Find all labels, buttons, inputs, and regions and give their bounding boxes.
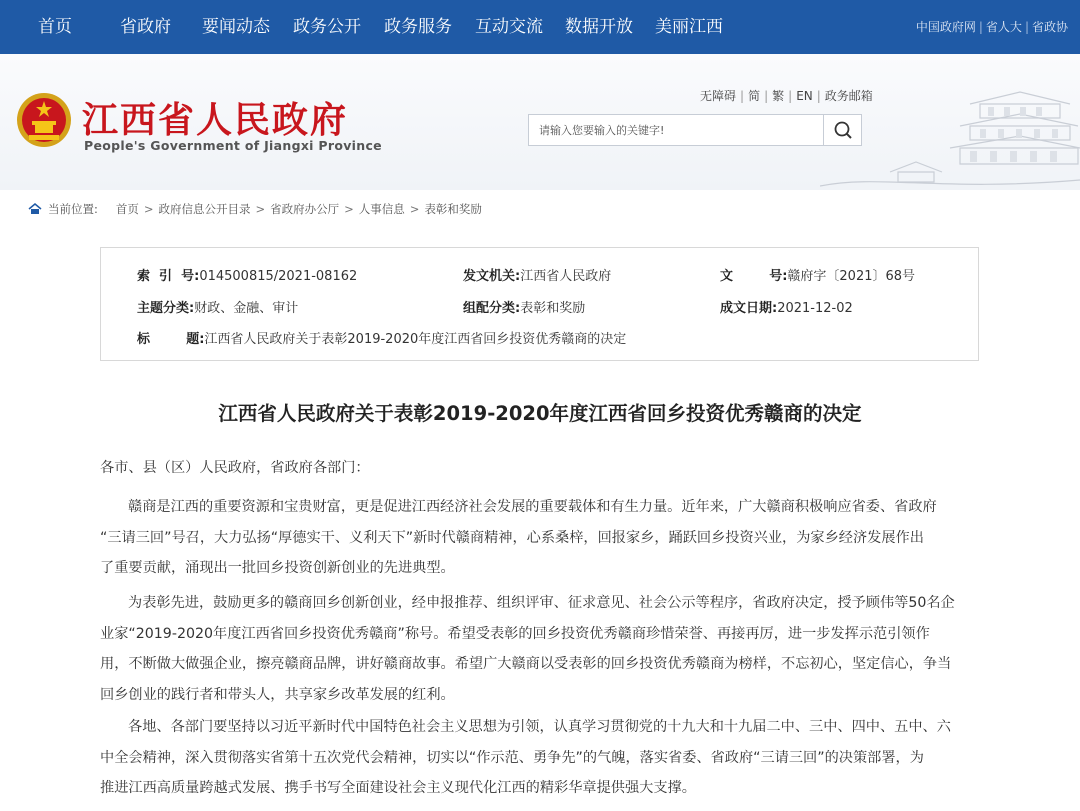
issuing-authority-label: 发文机关: (463, 269, 521, 284)
index-number-label: 索 引 号: (137, 269, 200, 284)
document-number-value: 赣府字〔2021〕68号 (787, 269, 916, 284)
national-emblem-icon (16, 92, 72, 148)
assembly-category-value: 表彰和奖励 (520, 301, 586, 316)
paragraph-line: 推进江西高质量跨越式发展、携手书写全面建设社会主义现代化江西的精彩华章提供强大支撑。 (100, 780, 696, 796)
assembly-category-label: 组配分类: (463, 301, 521, 316)
nav-open-data[interactable]: 数据开放 (565, 17, 633, 37)
topic-category-row (137, 297, 298, 316)
paragraph-line: 业家“2019-2020年度江西省回乡投资优秀赣商”称号。希望受表彰的回乡投资优秀赣商珍惜荣誉、再接再厉，进一步发挥示范引领作 (100, 625, 930, 642)
breadcrumb-home[interactable]: 首页 (115, 202, 139, 216)
document-title-row (137, 328, 626, 347)
external-links (916, 0, 1068, 54)
link-separator: | (1024, 20, 1029, 34)
link-separator: | (978, 20, 983, 34)
document-number-label: 文 号: (720, 269, 788, 284)
nav-home[interactable]: 首页 (38, 17, 72, 37)
article-title: 江西省人民政府关于表彰2019-2020年度江西省回乡投资优秀赣商的决定 (218, 402, 862, 425)
paragraph-line: 用，不断做大做强企业，擦亮赣商品牌，讲好赣商故事。希望广大赣商以受表彰的回乡投资优秀赣商为榜样，不忘初心，坚定信心，争当 (100, 656, 952, 672)
search-box (528, 114, 862, 146)
article-paragraph-2 (100, 588, 980, 710)
paragraph-line: 回乡创业的践行者和带头人，共享家乡改革发展的红利。 (100, 686, 455, 703)
breadcrumb-label: 当前位置: (48, 202, 98, 216)
site-header (0, 54, 1080, 190)
index-number-value: 014500815/2021-08162 (199, 269, 358, 284)
site-title[interactable]: 江西省人民政府 (82, 99, 349, 141)
home-icon (28, 203, 42, 215)
government-mail-link[interactable]: 政务邮箱 (824, 89, 873, 103)
search-input[interactable] (529, 115, 825, 145)
breadcrumb-separator: > (409, 202, 420, 216)
paragraph-line: 了重要贡献，涌现出一批回乡投资创新创业的先进典型。 (100, 560, 455, 576)
link-provincial-cppcc[interactable]: 省政协 (1031, 20, 1068, 34)
site-subtitle: People's Government of Jiangxi Province (84, 138, 382, 153)
document-metadata-box (100, 247, 979, 361)
paragraph-line: 赣商是江西的重要资源和宝贵财富，更是促进江西经济社会发展的重要载体和有生力量。近年来，广大赣商积极响应省委、省政府 (128, 499, 937, 515)
english-link[interactable]: EN (796, 89, 813, 103)
traditional-link[interactable]: 繁 (772, 89, 785, 103)
breadcrumb-gov-info-catalog[interactable]: 政府信息公开目录 (158, 202, 251, 216)
link-provincial-congress[interactable]: 省人大 (985, 20, 1022, 34)
util-separator: | (764, 89, 769, 103)
breadcrumb (28, 201, 482, 217)
simplified-link[interactable]: 简 (748, 89, 761, 103)
nav-government-affairs-open[interactable]: 政务公开 (293, 17, 361, 37)
util-separator: | (788, 89, 793, 103)
accessibility-link[interactable]: 无障碍 (700, 89, 737, 103)
paragraph-line: 为表彰先进，鼓励更多的赣商回乡创新创业，经申报推荐、组织评审、征求意见、社会公示等程序，省政府决定，授予顾伟等50名企 (128, 595, 955, 611)
breadcrumb-commendations[interactable]: 表彰和奖励 (424, 202, 482, 216)
util-separator: | (740, 89, 745, 103)
breadcrumb-separator: > (344, 202, 354, 216)
document-title-label: 标 题: (137, 332, 205, 347)
nav-beautiful-jiangxi[interactable]: 美丽江西 (655, 17, 723, 37)
topic-category-value: 财政、金融、审计 (194, 301, 299, 316)
article-paragraph-3 (100, 712, 980, 804)
issuing-authority-value: 江西省人民政府 (520, 269, 612, 284)
breadcrumb-separator: > (255, 202, 266, 216)
article-salutation: 各市、县（区）人民政府，省政府各部门： (100, 460, 370, 476)
paragraph-line: 各地、各部门要坚持以习近平新时代中国特色社会主义思想为引领，认真学习贯彻党的十九大和十九届二中、三中、四中、五中、六 (128, 719, 951, 735)
top-navigation-bar (0, 0, 1080, 54)
tengwang-pavilion-illustration-icon (820, 74, 1080, 190)
nav-provincial-government[interactable]: 省政府 (120, 17, 171, 37)
assembly-category-row (463, 297, 585, 316)
breadcrumb-separator: > (143, 202, 154, 216)
article-paragraph-1 (100, 492, 980, 584)
topic-category-label: 主题分类: (137, 301, 195, 316)
document-title-value: 江西省人民政府关于表彰2019-2020年度江西省回乡投资优秀赣商的决定 (204, 332, 627, 347)
nav-news[interactable]: 要闻动态 (202, 17, 270, 37)
breadcrumb-personnel-info[interactable]: 人事信息 (358, 202, 405, 216)
nav-interaction[interactable]: 互动交流 (475, 17, 543, 37)
written-date-value: 2021-12-02 (777, 301, 853, 316)
written-date-row (720, 297, 853, 316)
util-separator: | (816, 89, 821, 103)
issuing-authority-row (463, 265, 611, 284)
written-date-label: 成文日期: (720, 301, 778, 316)
breadcrumb-general-office[interactable]: 省政府办公厅 (270, 202, 340, 216)
link-china-government[interactable]: 中国政府网 (915, 20, 976, 34)
document-number-row (720, 265, 915, 284)
nav-government-services[interactable]: 政务服务 (384, 17, 452, 37)
index-number-row (137, 265, 357, 284)
paragraph-line: 中全会精神，深入贯彻落实省第十五次党代会精神，切实以“作示范、勇争先”的气魄，落实省委、省政府“三请三回”的决策部署，为 (100, 749, 924, 766)
paragraph-line: “三请三回”号召，大力弘扬“厚德实干、义利天下”新时代赣商精神，心系桑梓，回报家乡，踊跃回乡投资兴业，为家乡经济发展作出 (100, 529, 924, 546)
